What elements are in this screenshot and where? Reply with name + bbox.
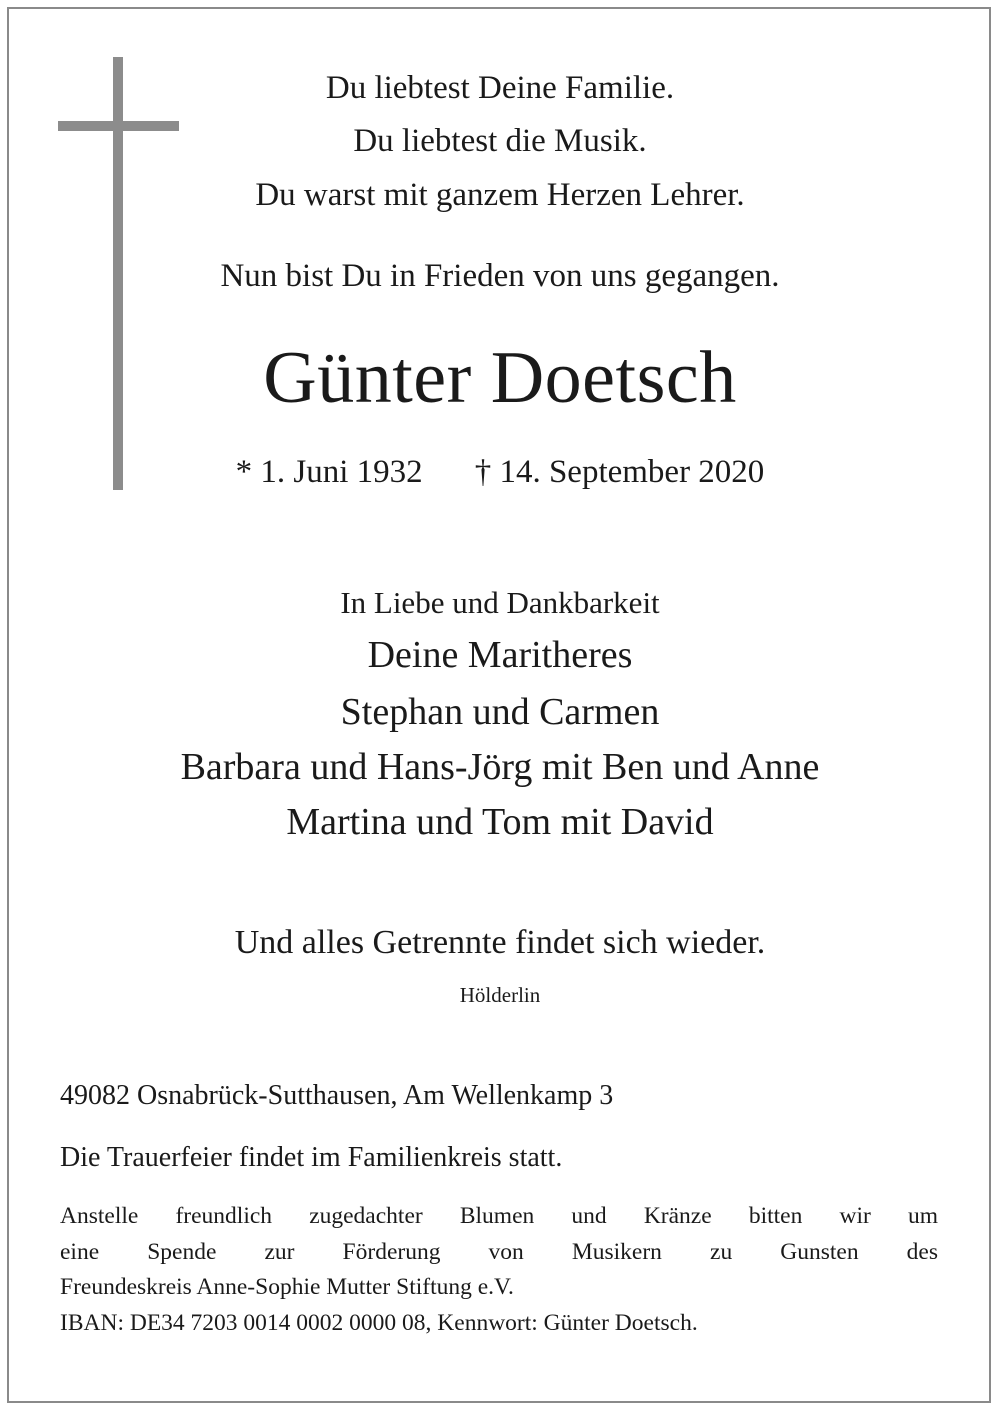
verse-line-2: Du liebtest die Musik. [353,123,647,159]
deceased-name: Günter Doetsch [263,337,737,419]
donation-line-1: Anstelle freundlich zugedachter Blumen und Kränze bitten wir um [60,1203,938,1229]
mourner-line-2: Stephan und Carmen [340,691,660,733]
mourner-line-1: Deine Maritheres [367,634,633,676]
mourner-line-4: Martina und Tom mit David [286,801,714,843]
donation-line-4: IBAN: DE34 7203 0014 0002 0000 08, Kennwort: Günter Doetsch. [60,1309,698,1336]
life-dates [0,454,1000,491]
verse-line-1: Du liebtest Deine Familie. [325,70,675,106]
mourning-intro: In Liebe und Dankbarkeit [340,585,660,620]
donation-line-2: eine Spende zur Förderung von Musikern zu Gunsten des [60,1238,938,1265]
verse-line-3: Du warst mit ganzem Herzen Lehrer. [255,177,745,213]
ceremony-note: Die Trauerfeier findet im Familienkreis statt. [60,1142,563,1173]
quote-author: Hölderlin [459,983,541,1007]
mourner-line-3: Barbara und Hans-Jörg mit Ben und Anne [180,746,820,788]
birth-date: * 1. Juni 1932 [235,454,423,490]
donation-line-3: Freundeskreis Anne-Sophie Mutter Stiftung e.V. [60,1274,514,1300]
farewell-line: Nun bist Du in Frieden von uns gegangen. [220,258,780,294]
death-date: † 14. September 2020 [474,454,765,490]
quote: Und alles Getrennte findet sich wieder. [234,924,766,961]
address: 49082 Osnabrück-Sutthausen, Am Wellenkamp 3 [60,1080,614,1111]
donation-note [60,1199,938,1341]
